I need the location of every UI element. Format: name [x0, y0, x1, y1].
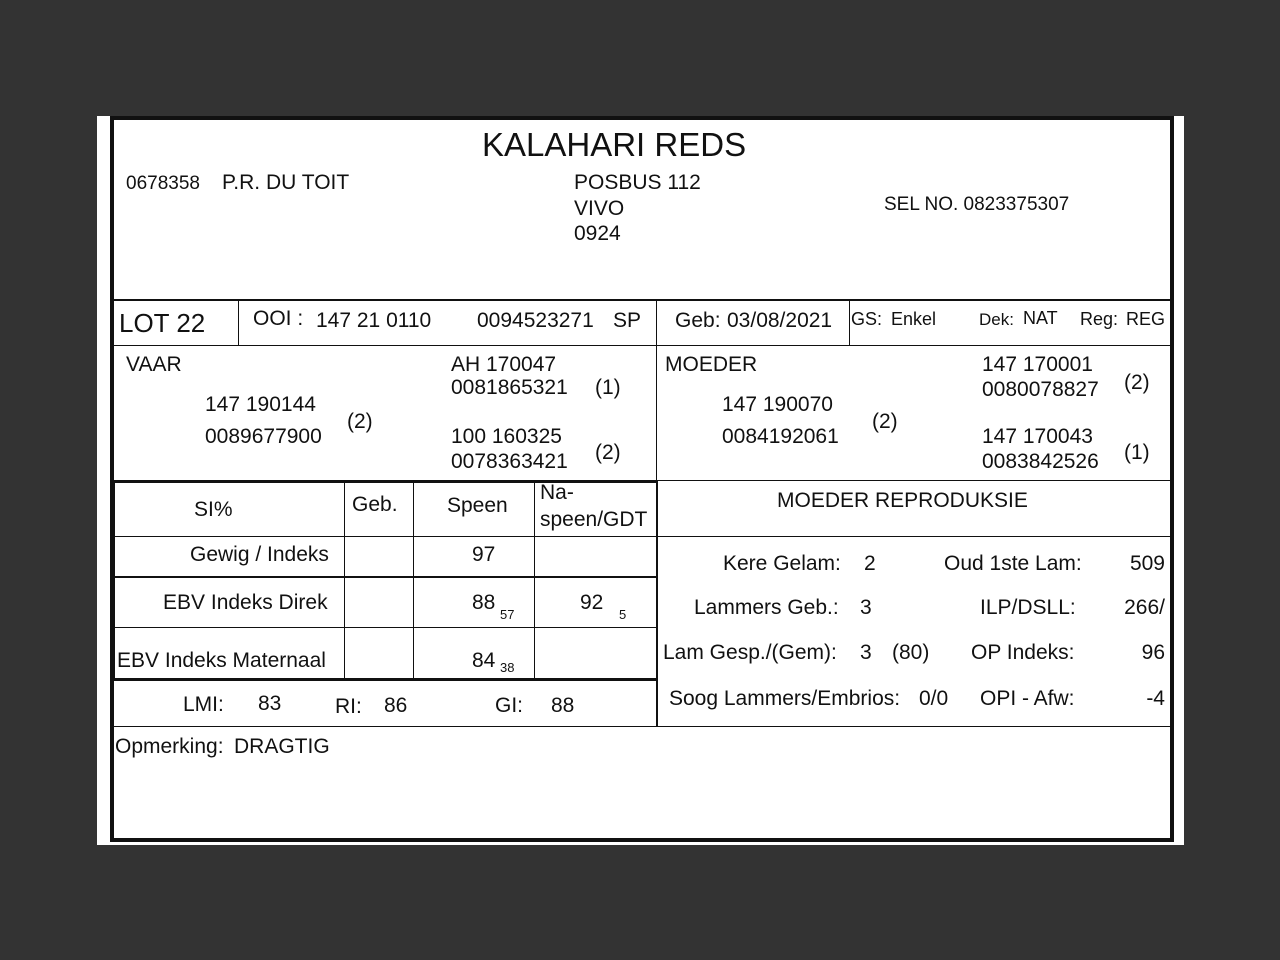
row-speen-gewig: 97 — [472, 543, 496, 566]
ri-value: 86 — [384, 694, 408, 717]
remark-label: Opmerking: — [115, 735, 224, 758]
ooi-reg: 0094523271 — [477, 309, 594, 332]
divider — [113, 576, 658, 578]
gs-label: GS: — [851, 309, 883, 329]
moeder-id: 147 190070 — [722, 393, 833, 416]
moeder-mark: (2) — [872, 410, 898, 433]
vaar-sire-mark: (1) — [595, 376, 621, 399]
row-label-gewig: Gewig / Indeks — [190, 543, 329, 566]
vaar-sire-reg: 0081865321 — [451, 376, 568, 399]
address-line-3: 0924 — [574, 222, 621, 245]
oud-value: 509 — [1129, 552, 1165, 575]
op-label: OP Indeks: — [971, 641, 1075, 664]
row-label-maternaal: EBV Indeks Maternaal — [117, 649, 326, 672]
border-top — [110, 116, 1174, 120]
reg-label: Reg: — [1080, 309, 1119, 329]
opi-label: OPI - Afw: — [980, 687, 1075, 710]
gesp-label: Lam Gesp./(Gem): — [663, 641, 837, 664]
gs-value: Enkel — [891, 309, 937, 329]
kere-value: 2 — [864, 552, 876, 575]
op-value: 96 — [1141, 641, 1165, 664]
ilp-value: 266/ — [1124, 596, 1165, 619]
speen-header: Speen — [447, 494, 508, 517]
divider — [534, 481, 535, 679]
opi-value: -4 — [1146, 687, 1165, 710]
moeder-dam-id: 147 170043 — [982, 425, 1093, 448]
owner-name: P.R. DU TOIT — [222, 171, 350, 194]
address-line-1: POSBUS 112 — [574, 171, 701, 194]
remark-value: DRAGTIG — [234, 735, 330, 758]
moeder-sire-id: 147 170001 — [982, 353, 1093, 376]
divider — [113, 627, 658, 628]
naspeen-header-1: Na- — [540, 481, 574, 504]
moeder-sire-reg: 0080078827 — [982, 378, 1099, 401]
naspeen-header-2: speen/GDT — [540, 508, 648, 531]
moeder-sire-mark: (2) — [1124, 371, 1150, 394]
divider — [113, 481, 658, 483]
divider — [413, 481, 414, 679]
vaar-dam-reg: 0078363421 — [451, 450, 568, 473]
border-bottom — [110, 838, 1174, 842]
row-label-direk: EBV Indeks Direk — [163, 591, 328, 614]
lammers-label: Lammers Geb.: — [694, 596, 839, 619]
moeder-dam-mark: (1) — [1124, 441, 1150, 464]
lot-card — [97, 116, 1184, 845]
divider — [656, 300, 657, 345]
ilp-label: ILP/DSLL: — [980, 596, 1076, 619]
oud-label: Oud 1ste Lam: — [944, 552, 1082, 575]
moeder-reg: 0084192061 — [722, 425, 839, 448]
row-speen-direk: 88 — [472, 591, 496, 614]
geb-value: 03/08/2021 — [727, 309, 833, 332]
moeder-label: MOEDER — [665, 353, 758, 376]
reg-value: REG — [1126, 309, 1166, 329]
soog-value: 0/0 — [919, 687, 949, 710]
cell-number: SEL NO. 0823375307 — [884, 194, 1070, 215]
divider — [110, 345, 1174, 346]
vaar-sire-id: AH 170047 — [451, 353, 557, 376]
divider — [238, 300, 239, 345]
gesp-value: 3 — [860, 641, 872, 664]
row-speen-sub-direk: 57 — [500, 607, 515, 622]
divider — [113, 678, 658, 681]
page-title: KALAHARI REDS — [482, 126, 747, 163]
divider — [344, 481, 345, 679]
vaar-mark: (2) — [347, 410, 373, 433]
owner-number: 0678358 — [126, 173, 200, 194]
si-header: SI% — [194, 498, 233, 521]
divider — [113, 536, 1173, 537]
row-speen-sub-maternaal: 38 — [500, 660, 515, 675]
ooi-id: 147 21 0110 — [316, 309, 432, 332]
divider — [110, 299, 1174, 301]
lammers-value: 3 — [860, 596, 872, 619]
divider — [849, 300, 850, 345]
geb-label: Geb: — [675, 309, 721, 332]
ri-label: RI: — [335, 695, 362, 718]
row-naspeen-sub-direk: 5 — [619, 607, 627, 622]
vaar-dam-id: 100 160325 — [451, 425, 562, 448]
vaar-dam-mark: (2) — [595, 441, 621, 464]
geb-header: Geb. — [352, 493, 398, 516]
ooi-suffix: SP — [613, 309, 642, 332]
row-naspeen-direk: 92 — [580, 591, 604, 614]
vaar-label: VAAR — [126, 353, 182, 376]
divider — [656, 345, 657, 481]
lmi-label: LMI: — [183, 693, 224, 716]
vaar-reg: 0089677900 — [205, 425, 322, 448]
vaar-id: 147 190144 — [205, 393, 316, 416]
repro-title: MOEDER REPRODUKSIE — [777, 489, 1028, 512]
dek-label: Dek: — [979, 310, 1014, 329]
divider — [113, 481, 115, 681]
lot-number: LOT 22 — [119, 308, 206, 338]
kere-label: Kere Gelam: — [723, 552, 841, 575]
gi-label: GI: — [495, 694, 524, 717]
lmi-value: 83 — [258, 692, 282, 715]
gi-value: 88 — [551, 694, 575, 717]
dek-value: NAT — [1023, 308, 1058, 328]
divider — [656, 481, 658, 727]
moeder-dam-reg: 0083842526 — [982, 450, 1099, 473]
address-line-2: VIVO — [574, 197, 625, 220]
divider — [113, 726, 1173, 727]
ooi-label: OOI : — [253, 307, 304, 330]
gesp-gem-value: (80) — [892, 641, 930, 664]
soog-label: Soog Lammers/Embrios: — [669, 687, 901, 710]
row-speen-maternaal: 84 — [472, 649, 496, 672]
